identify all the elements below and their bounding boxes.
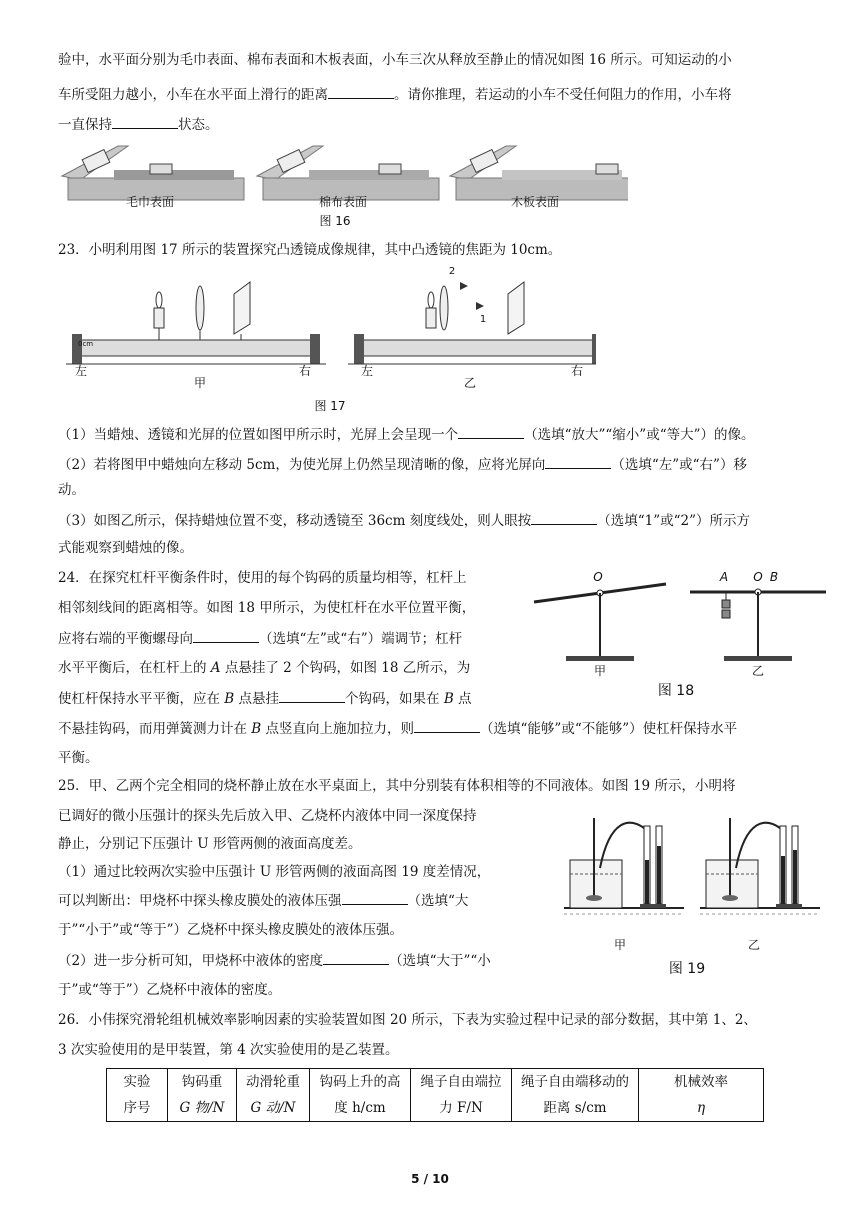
text: 一直保持 [58,117,112,133]
q25-line7 [58,950,491,971]
q24-line1: 24．在探究杠杆平衡条件时，使用的每个钩码的质量均相等，杠杆上 [58,570,467,586]
eye-2-icon [460,282,468,290]
table-header-cell: 力 F/N [411,1095,512,1122]
q24-line6 [58,718,737,739]
answer-blank[interactable] [458,424,524,439]
q26-line2: 3 次实验使用的是甲装置，第 4 次实验使用的是乙装置。 [58,1042,399,1058]
q24-line7: 平衡。 [58,750,99,766]
q25-line2: 已调好的微小压强计的探头先后放入甲、乙烧杯内液体中同一深度保持 [58,808,477,824]
figure-18-lever [530,570,830,680]
text: 可以判断出：甲烧杯中探头橡皮膜处的液体压强 [58,893,342,909]
apparatus-yi [700,818,820,914]
lever-jia [534,584,666,661]
fig18-label-jia: 甲 [593,664,606,678]
page-number: 5 / 10 [411,1172,449,1186]
table-header-cell: G 动/N [237,1095,310,1122]
text: 车所受阻力越小，小车在水平面上滑行的距离 [58,87,328,103]
table-header-cell: 绳子自由端拉 [411,1069,512,1096]
table-header-cell: G 物/N [168,1095,237,1122]
table-row [107,1095,764,1122]
text: 水平平衡后，在杠杆上的 [58,660,211,676]
answer-blank[interactable] [545,454,611,469]
q24-line3 [58,628,462,649]
fig19-caption: 图 19 [668,961,706,977]
efficiency-table [106,1068,764,1122]
point-b: B [251,721,262,737]
q25-line6: 于”“小于”或“等于”）乙烧杯中探头橡皮膜处的液体压强。 [58,922,404,938]
fig17-caption: 图 17 [314,399,346,413]
table-header-cell: 机械效率 [639,1069,764,1096]
table-header-cell: 绳子自由端移动的 [512,1069,639,1096]
table-row [107,1069,764,1096]
text: （选填“能够”或“不能够”）使杠杆保持水平 [480,721,738,737]
answer-blank[interactable] [112,114,178,129]
text: （2）若将图甲中蜡烛向左移动 5cm，为使光屏上仍然呈现清晰的像，应将光屏向 [58,457,546,473]
point-a: A [210,660,221,676]
table-header-cell: 实验 [107,1069,168,1096]
text: （2）进一步分析可知，甲烧杯中液体的密度 [58,953,324,969]
text: 不悬挂钩码，而用弹簧测力计在 [58,721,252,737]
eye-2-label: 2 [448,266,456,277]
q25-line4: （1）通过比较两次实验中压强计 U 形管两侧的液面高图 19 度差情况， [58,864,491,880]
q23-sub2 [58,454,747,475]
fig16-label-wood: 木板表面 [510,195,559,209]
fig19-label-jia: 甲 [613,938,626,952]
ruler-start-label: 0cm [78,340,94,348]
text: （选填“左”或“右”）移 [611,457,747,473]
fig18-label-a: A [719,570,729,584]
fig16-label-cotton: 棉布表面 [318,195,367,209]
q23-sub2-cont: 动。 [58,482,85,498]
fig17-left-jia: 左 [74,364,87,378]
table-header-cell: 钩码重 [168,1069,237,1096]
lever-yi [690,589,826,661]
fig17-label-jia: 甲 [193,376,206,390]
slope-cotton [257,146,439,200]
q23-sub3-cont: 式能观察到蜡烛的像。 [58,540,193,556]
text: （选填“1”或“2”）所示方 [597,513,751,529]
text: （选填“放大”“缩小”或“等大”）的像。 [524,427,755,443]
text: 应将右端的平衡螺母向 [58,631,193,647]
fig17-label-yi: 乙 [463,376,476,390]
answer-blank[interactable] [323,950,389,965]
q25-line3: 静止，分别记下压强计 U 形管两侧的液面高度差。 [58,836,362,852]
text: 点悬挂 [234,691,280,707]
table-header-cell: 动滑轮重 [237,1069,310,1096]
fig18-label-b: B [769,570,779,584]
text: 状态。 [178,117,219,133]
answer-blank[interactable] [342,890,408,905]
figure-17-optical-bench [66,268,596,378]
eye-1-label: 1 [479,314,487,325]
table-header-cell: 度 h/cm [310,1095,411,1122]
fig18-label-yi: 乙 [751,664,764,678]
answer-blank[interactable] [531,510,597,525]
bench-jia [66,282,326,364]
q22-line1: 验中，水平面分别为毛巾表面、棉布表面和木板表面，小车三次从释放至静止的情况如图 16 所示。可知运动的小 [58,52,732,68]
fig17-right-yi: 右 [570,364,583,378]
q22-line3 [58,114,219,135]
table-header-cell: η [639,1095,764,1122]
table-header-cell: 距离 s/cm [512,1095,639,1122]
answer-blank[interactable] [193,628,259,643]
q26-line1: 26．小伟探究滑轮组机械效率影响因素的实验装置如图 20 所示，下表为实验过程中记录的部分数据，其中第 1、2、 [58,1012,757,1028]
apparatus-jia [564,818,684,914]
fig18-label-o-jia: O [593,570,603,584]
q25-line8: 于”或“等于”）乙烧杯中液体的密度。 [58,982,282,998]
answer-blank[interactable] [279,688,345,703]
slope-wood [450,146,628,200]
text: （选填“左”或“右”）端调节；杠杆 [259,631,463,647]
answer-blank[interactable] [414,718,480,733]
q22-line2 [58,84,732,105]
slope-towel [62,146,244,200]
text: （选填“大于”“小 [389,953,491,969]
text: （3）如图乙所示，保持蜡烛位置不变，移动透镜至 36cm 刻度线处，则人眼按 [58,513,532,529]
point-b: B [443,691,454,707]
q23-stem: 23．小明利用图 17 所示的装置探究凸透镜成像规律，其中凸透镜的焦距为 10cm。 [58,242,562,258]
fig17-left-yi: 左 [360,364,373,378]
q24-line5 [58,688,472,709]
text: （选填“大 [407,893,469,909]
text: 点悬挂了 2 个钩码，如图 18 乙所示，为 [220,660,471,676]
q23-sub3 [58,510,750,531]
eye-1-icon [476,302,484,310]
point-b: B [224,691,235,707]
q24-line4 [58,658,470,678]
bench-yi [348,282,596,364]
q23-sub1 [58,424,755,445]
text: 点 [453,691,472,707]
text: （1）当蜡烛、透镜和光屏的位置如图甲所示时，光屏上会呈现一个 [58,427,459,443]
table-header-cell: 序号 [107,1095,168,1122]
text: 个钩码，如果在 [345,691,444,707]
fig16-caption: 图 16 [319,214,351,228]
q24-line2: 相邻刻线间的距离相等。如图 18 甲所示，为使杠杆在水平位置平衡， [58,600,476,616]
figure-19-pressure-gauge [560,808,830,938]
fig18-label-o-yi: O [753,570,763,584]
fig18-caption: 图 18 [657,683,695,699]
text: 。请你推理，若运动的小车不受任何阻力的作用，小车将 [394,87,732,103]
table-header-cell: 钩码上升的高 [310,1069,411,1096]
text: 使杠杆保持水平平衡，应在 [58,691,225,707]
q25-line5 [58,890,468,911]
q25-line1: 25．甲、乙两个完全相同的烧杯静止放在水平桌面上，其中分别装有体积相等的不同液体。如图 19 所示，小明将 [58,778,736,794]
answer-blank[interactable] [328,84,394,99]
fig19-label-yi: 乙 [747,938,760,952]
text: 点竖直向上施加拉力，则 [261,721,415,737]
fig16-label-towel: 毛巾表面 [125,195,174,209]
fig17-right-jia: 右 [298,364,311,378]
